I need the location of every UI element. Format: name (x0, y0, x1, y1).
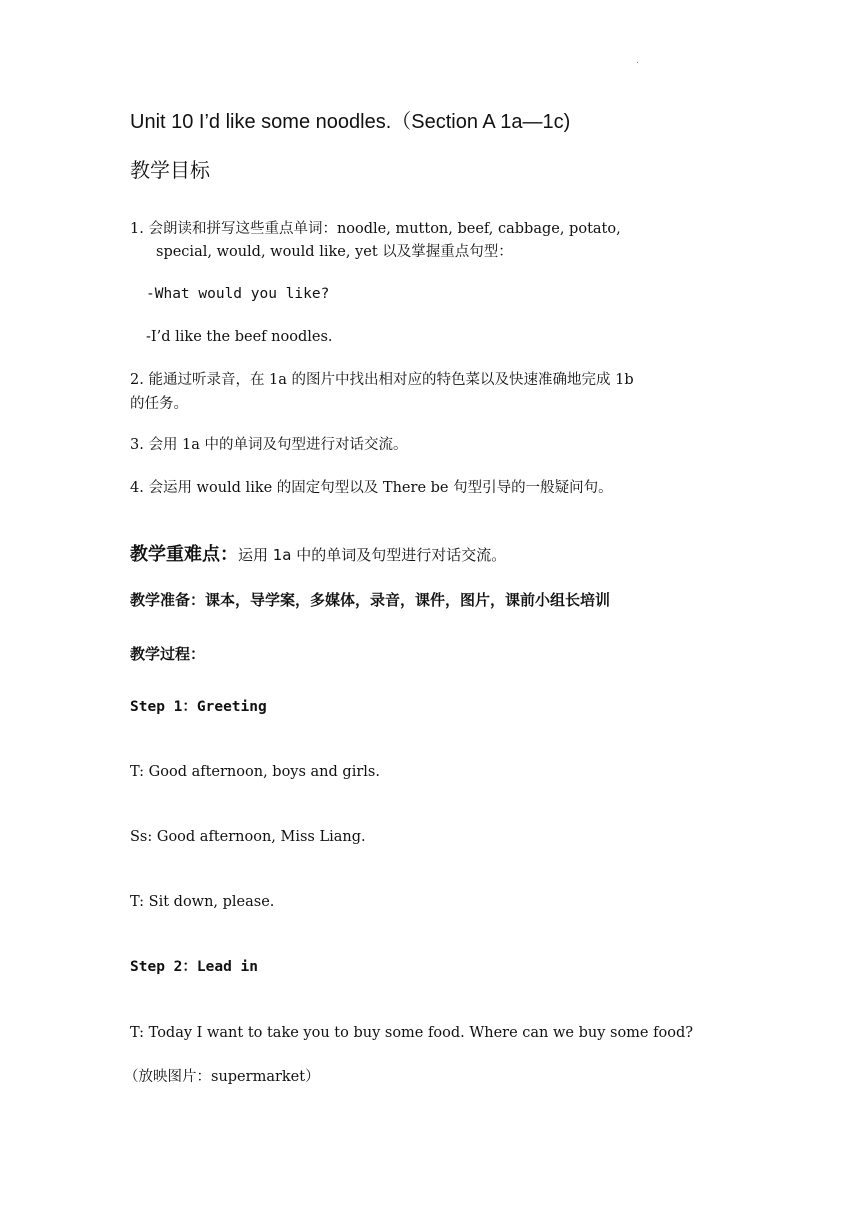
process-heading: 教学过程： (130, 645, 206, 663)
objective-1-line-1: 1. 会朗读和拼写这些重点单词：noodle, mutton, beef, cabbage, potato, (130, 221, 621, 237)
key-points (130, 544, 506, 566)
step-1-line-3: T: Sit down, please. (130, 894, 275, 910)
step-1-line-1: T: Good afternoon, boys and girls. (130, 764, 380, 780)
objective-2-line-2: 的任务。 (130, 396, 188, 412)
key-points-text: 运用 1a 中的单词及句型进行对话交流。 (238, 546, 507, 564)
preparation: 教学准备：课本，导学案，多媒体，录音，课件，图片，课前小组长培训 (130, 591, 611, 609)
step-2-line-1: T: Today I want to take you to buy some food. Where can we buy some food? (130, 1025, 694, 1041)
step-2-heading: Step 2：Lead in (130, 959, 258, 975)
document-title: Unit 10 I’d like some noodles.（Section A 1a—1c) (130, 111, 571, 133)
objective-3: 3. 会用 1a 中的单词及句型进行对话交流。 (130, 437, 408, 453)
header-mark: . (636, 56, 639, 66)
objective-2-line-1: 2. 能通过听录音，在 1a 的图片中找出相对应的特色菜以及快速准确地完成 1b (130, 372, 634, 388)
dialog-question: -What would you like? (146, 286, 330, 302)
step-1-heading: Step 1：Greeting (130, 699, 267, 715)
objectives-heading: 教学目标 (130, 158, 210, 182)
key-points-label: 教学重难点： (130, 544, 238, 565)
step-1-line-2: Ss: Good afternoon, Miss Liang. (130, 829, 366, 845)
objective-1-line-2: special, would, would like, yet 以及掌握重点句型： (156, 244, 513, 260)
dialog-answer: -I’d like the beef noodles. (146, 329, 333, 345)
objective-4: 4. 会运用 would like 的固定句型以及 There be 句型引导的一般疑问句。 (130, 480, 613, 496)
step-2-line-2: （放映图片：supermarket） (124, 1069, 320, 1085)
